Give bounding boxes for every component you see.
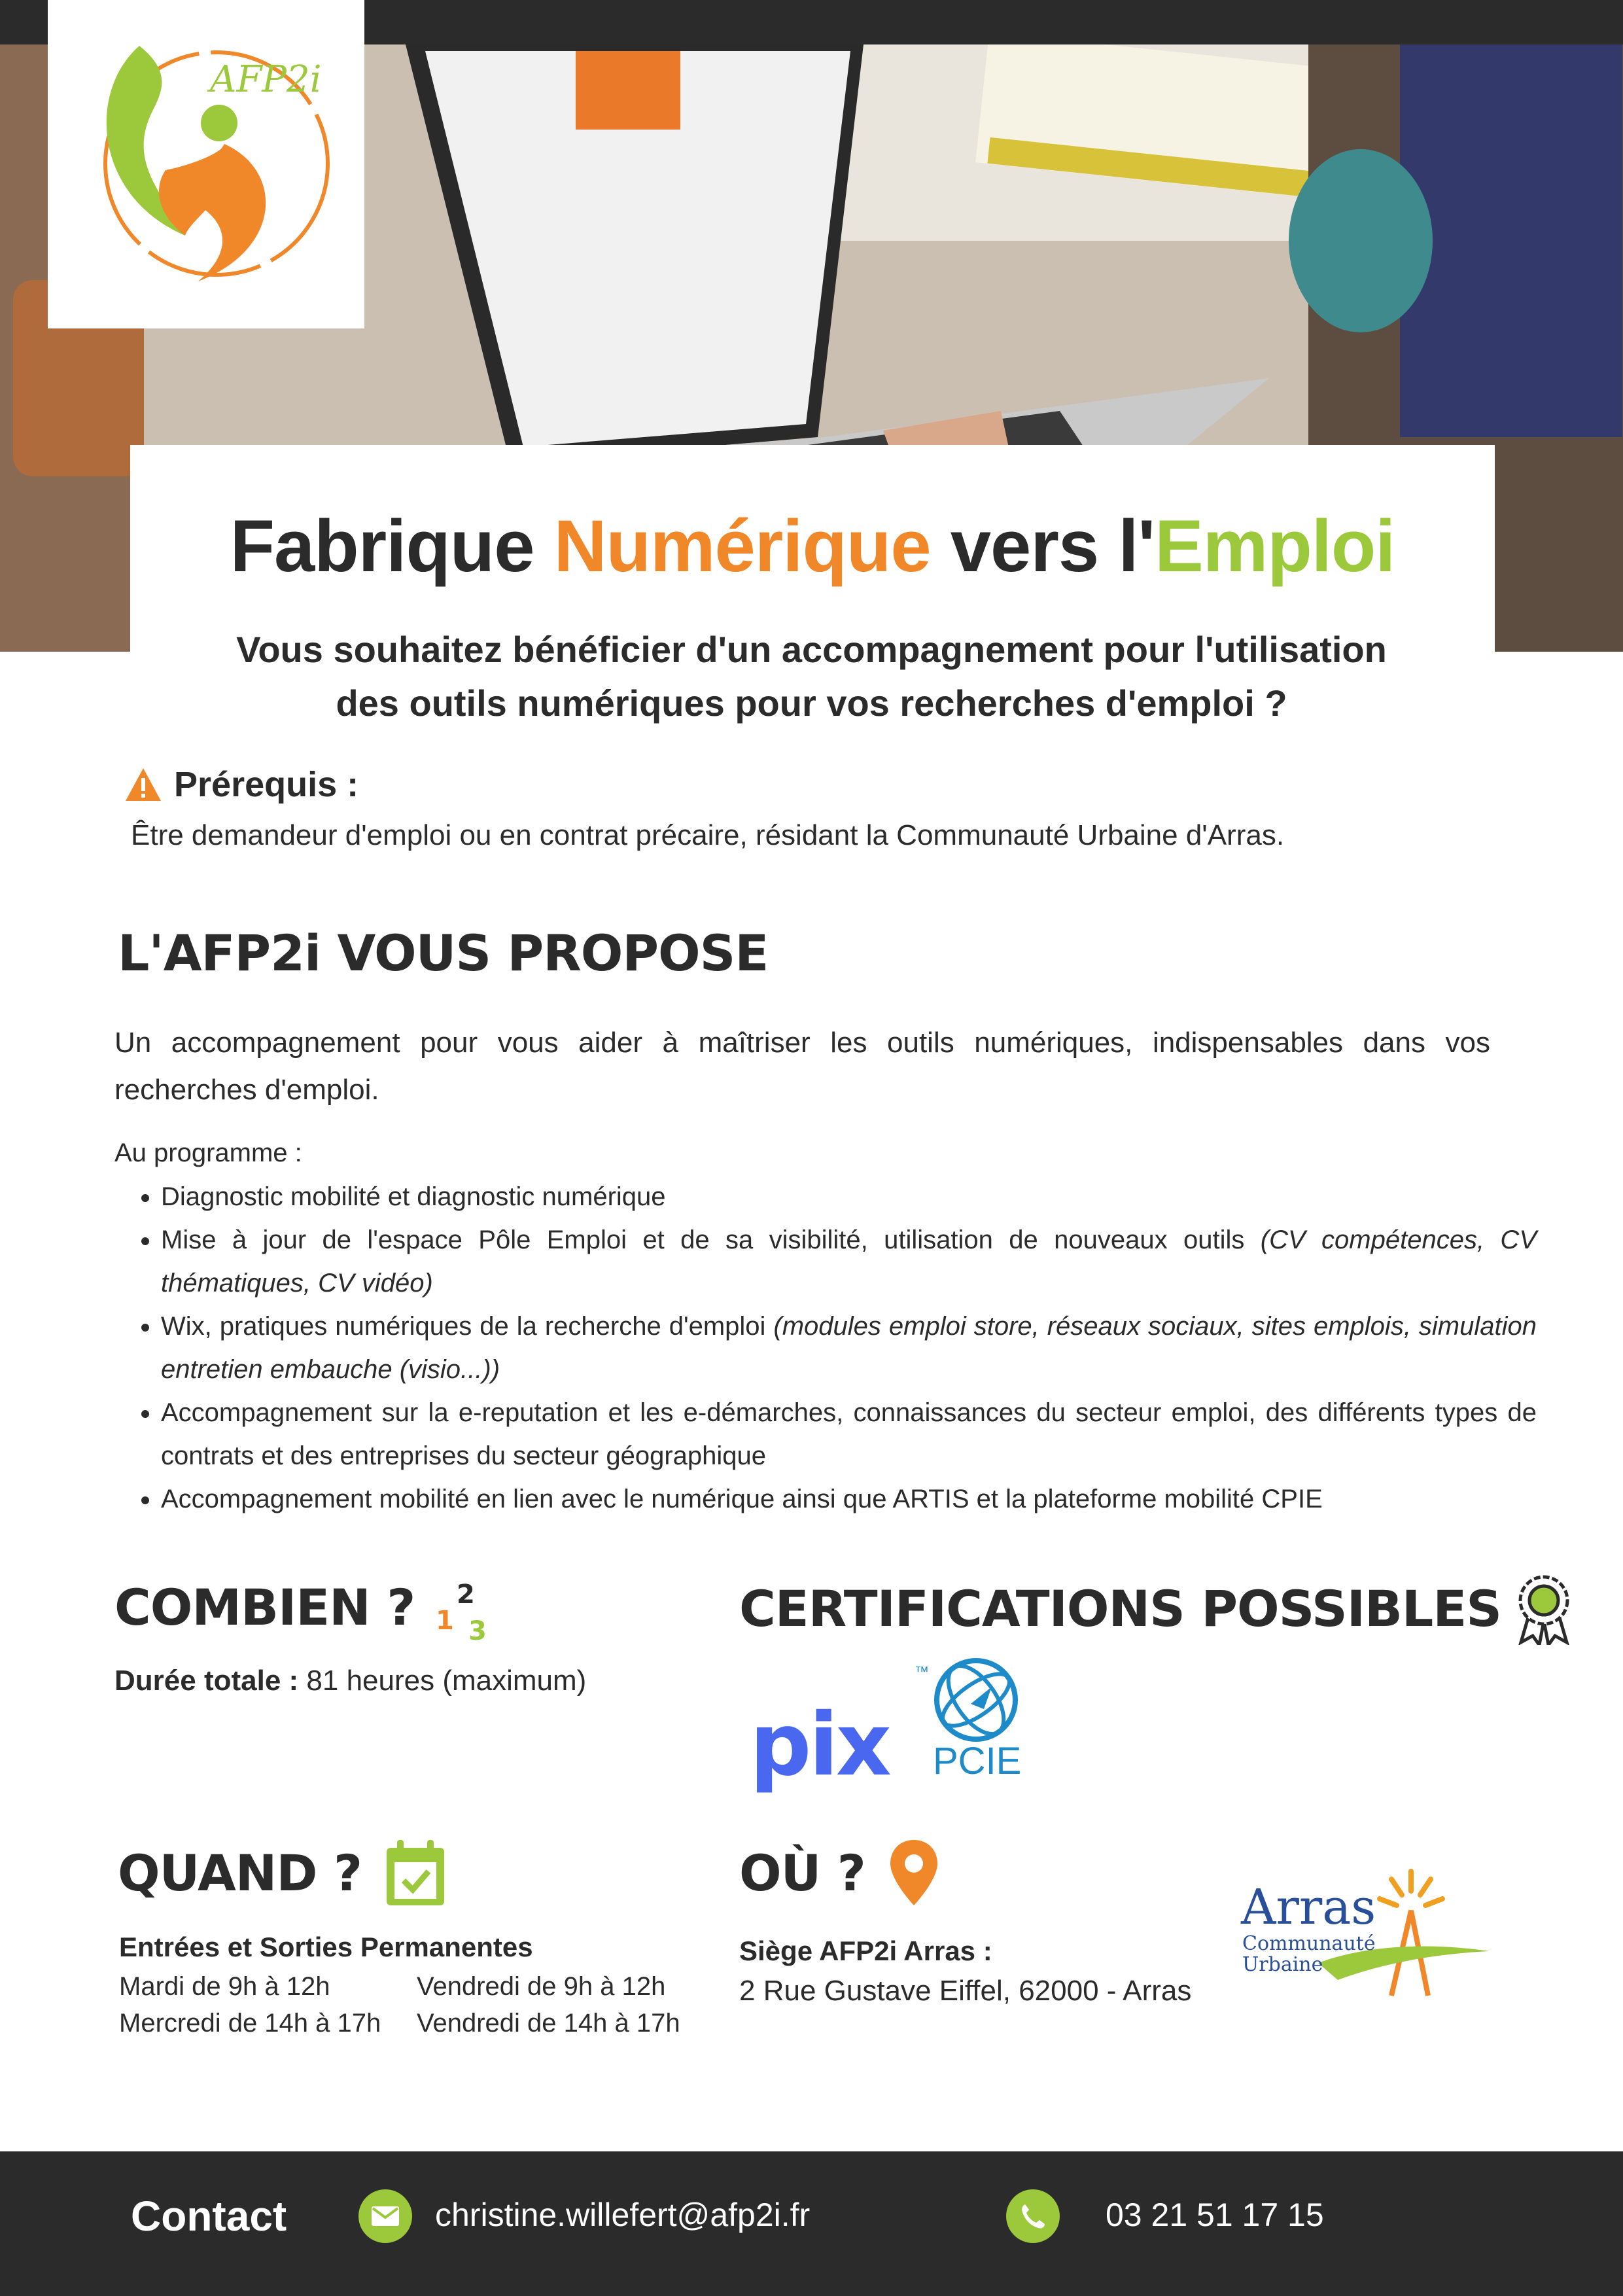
siege-label: Siège AFP2i Arras : xyxy=(739,1935,992,1966)
svg-text:3: 3 xyxy=(468,1616,487,1644)
contact-phone[interactable]: 03 21 51 17 15 xyxy=(1106,2197,1324,2233)
list-item: • Accompagnement mobilité en lien avec le numérique ainsi que ARTIS et la plateforme mobilité CPIE xyxy=(161,1477,1537,1521)
schedule-slot: Vendredi de 9h à 12h xyxy=(417,1972,666,2001)
duree-label: Durée totale : xyxy=(114,1665,299,1697)
ou-heading xyxy=(739,1839,939,1907)
quand-heading-text: QUAND ? xyxy=(118,1843,362,1902)
arras-logo-line2: Urbaine xyxy=(1242,1953,1323,1976)
quand-heading xyxy=(118,1839,445,1907)
pix-logo-text: pix xyxy=(750,1695,889,1795)
numbers-123-icon xyxy=(434,1578,493,1644)
arras-logo-mark xyxy=(1240,1865,1495,2009)
schedule-slot: Mercredi de 14h à 17h xyxy=(119,2009,381,2038)
ou-heading-text: OÙ ? xyxy=(739,1843,865,1902)
arras-logo-line1: Communauté xyxy=(1242,1932,1376,1955)
certifications-heading xyxy=(739,1572,1572,1645)
prerequis-label: Prérequis : xyxy=(174,765,359,804)
warning-icon xyxy=(124,767,162,802)
pcie-logo xyxy=(915,1658,1032,1782)
title-part-3: vers l' xyxy=(930,505,1155,587)
arras-logo-name: Arras xyxy=(1241,1879,1376,1935)
afp2i-logo xyxy=(48,0,364,328)
calendar-check-icon xyxy=(385,1839,445,1907)
propose-intro: Un accompagnement pour vous aider à maîtriser les outils numériques, indispensables dans vos recherches d'emploi. xyxy=(114,1027,1490,1106)
list-item: • Accompagnement sur la e-reputation et les e-démarches, connaissances du secteur emploi, des différents types de contrats et des entreprises du secteur géographique xyxy=(161,1391,1537,1477)
subtitle-line-2: des outils numériques pour vos recherches d'emploi ? xyxy=(336,682,1287,724)
list-item: • Wix, pratiques numériques de la recherche d'emploi (modules emploi store, réseaux sociaux, sites emplois, simulation entretien embauche (visio...)) xyxy=(161,1305,1537,1391)
phone-icon xyxy=(1006,2189,1060,2243)
duree-totale xyxy=(114,1665,586,1697)
subtitle xyxy=(170,623,1453,730)
schedule-grid xyxy=(119,1968,705,2041)
arras-logo xyxy=(1240,1865,1495,2009)
contact-label: Contact xyxy=(131,2193,287,2240)
combien-heading xyxy=(114,1578,493,1644)
award-ribbon-icon xyxy=(1516,1572,1572,1645)
schedule-slot: Mardi de 9h à 12h xyxy=(119,1972,330,2001)
schedule-slot: Vendredi de 14h à 17h xyxy=(417,2009,680,2038)
propose-heading: L'AFP2i VOUS PROPOSE xyxy=(118,924,769,982)
quand-subheading: Entrées et Sorties Permanentes xyxy=(119,1932,533,1962)
duree-value: 81 heures (maximum) xyxy=(298,1665,587,1697)
afp2i-logo-text: AFP2i xyxy=(210,58,322,101)
contact-email[interactable]: christine.willefert@afp2i.fr xyxy=(435,2197,811,2233)
combien-heading-text: COMBIEN ? xyxy=(114,1578,415,1636)
program-label: Au programme : xyxy=(114,1139,302,1167)
list-item: • Diagnostic mobilité et diagnostic numérique xyxy=(161,1175,1537,1218)
title-part-4: Emploi xyxy=(1155,505,1395,587)
certifications-heading-text: CERTIFICATIONS POSSIBLES xyxy=(739,1579,1501,1638)
siege-address: 2 Rue Gustave Eiffel, 62000 - Arras xyxy=(739,1975,1192,2007)
title-part-1: Fabrique xyxy=(230,505,554,587)
mail-icon xyxy=(358,2189,412,2243)
list-item: • Mise à jour de l'espace Pôle Emploi et de sa visibilité, utilisation de nouveaux outils (CV compétences, CV thématiques, CV vidéo) xyxy=(161,1218,1537,1305)
subtitle-line-1: Vous souhaitez bénéficier d'un accompagnement pour l'utilisation xyxy=(236,629,1387,670)
program-list xyxy=(114,1175,1537,1521)
svg-text:1: 1 xyxy=(436,1606,454,1636)
prerequis-text: Être demandeur d'emploi ou en contrat précaire, résidant la Communauté Urbaine d'Arras. xyxy=(131,819,1285,851)
prerequis-heading xyxy=(124,764,358,805)
afp2i-logo-mark xyxy=(48,0,364,328)
svg-text:™: ™ xyxy=(915,1663,929,1680)
title-part-2: Numérique xyxy=(553,505,931,587)
page-title xyxy=(130,504,1495,588)
svg-text:2: 2 xyxy=(457,1580,475,1610)
map-pin-icon xyxy=(889,1839,939,1907)
pcie-logo-text: PCIE xyxy=(933,1740,1022,1782)
pix-logo xyxy=(750,1695,889,1795)
